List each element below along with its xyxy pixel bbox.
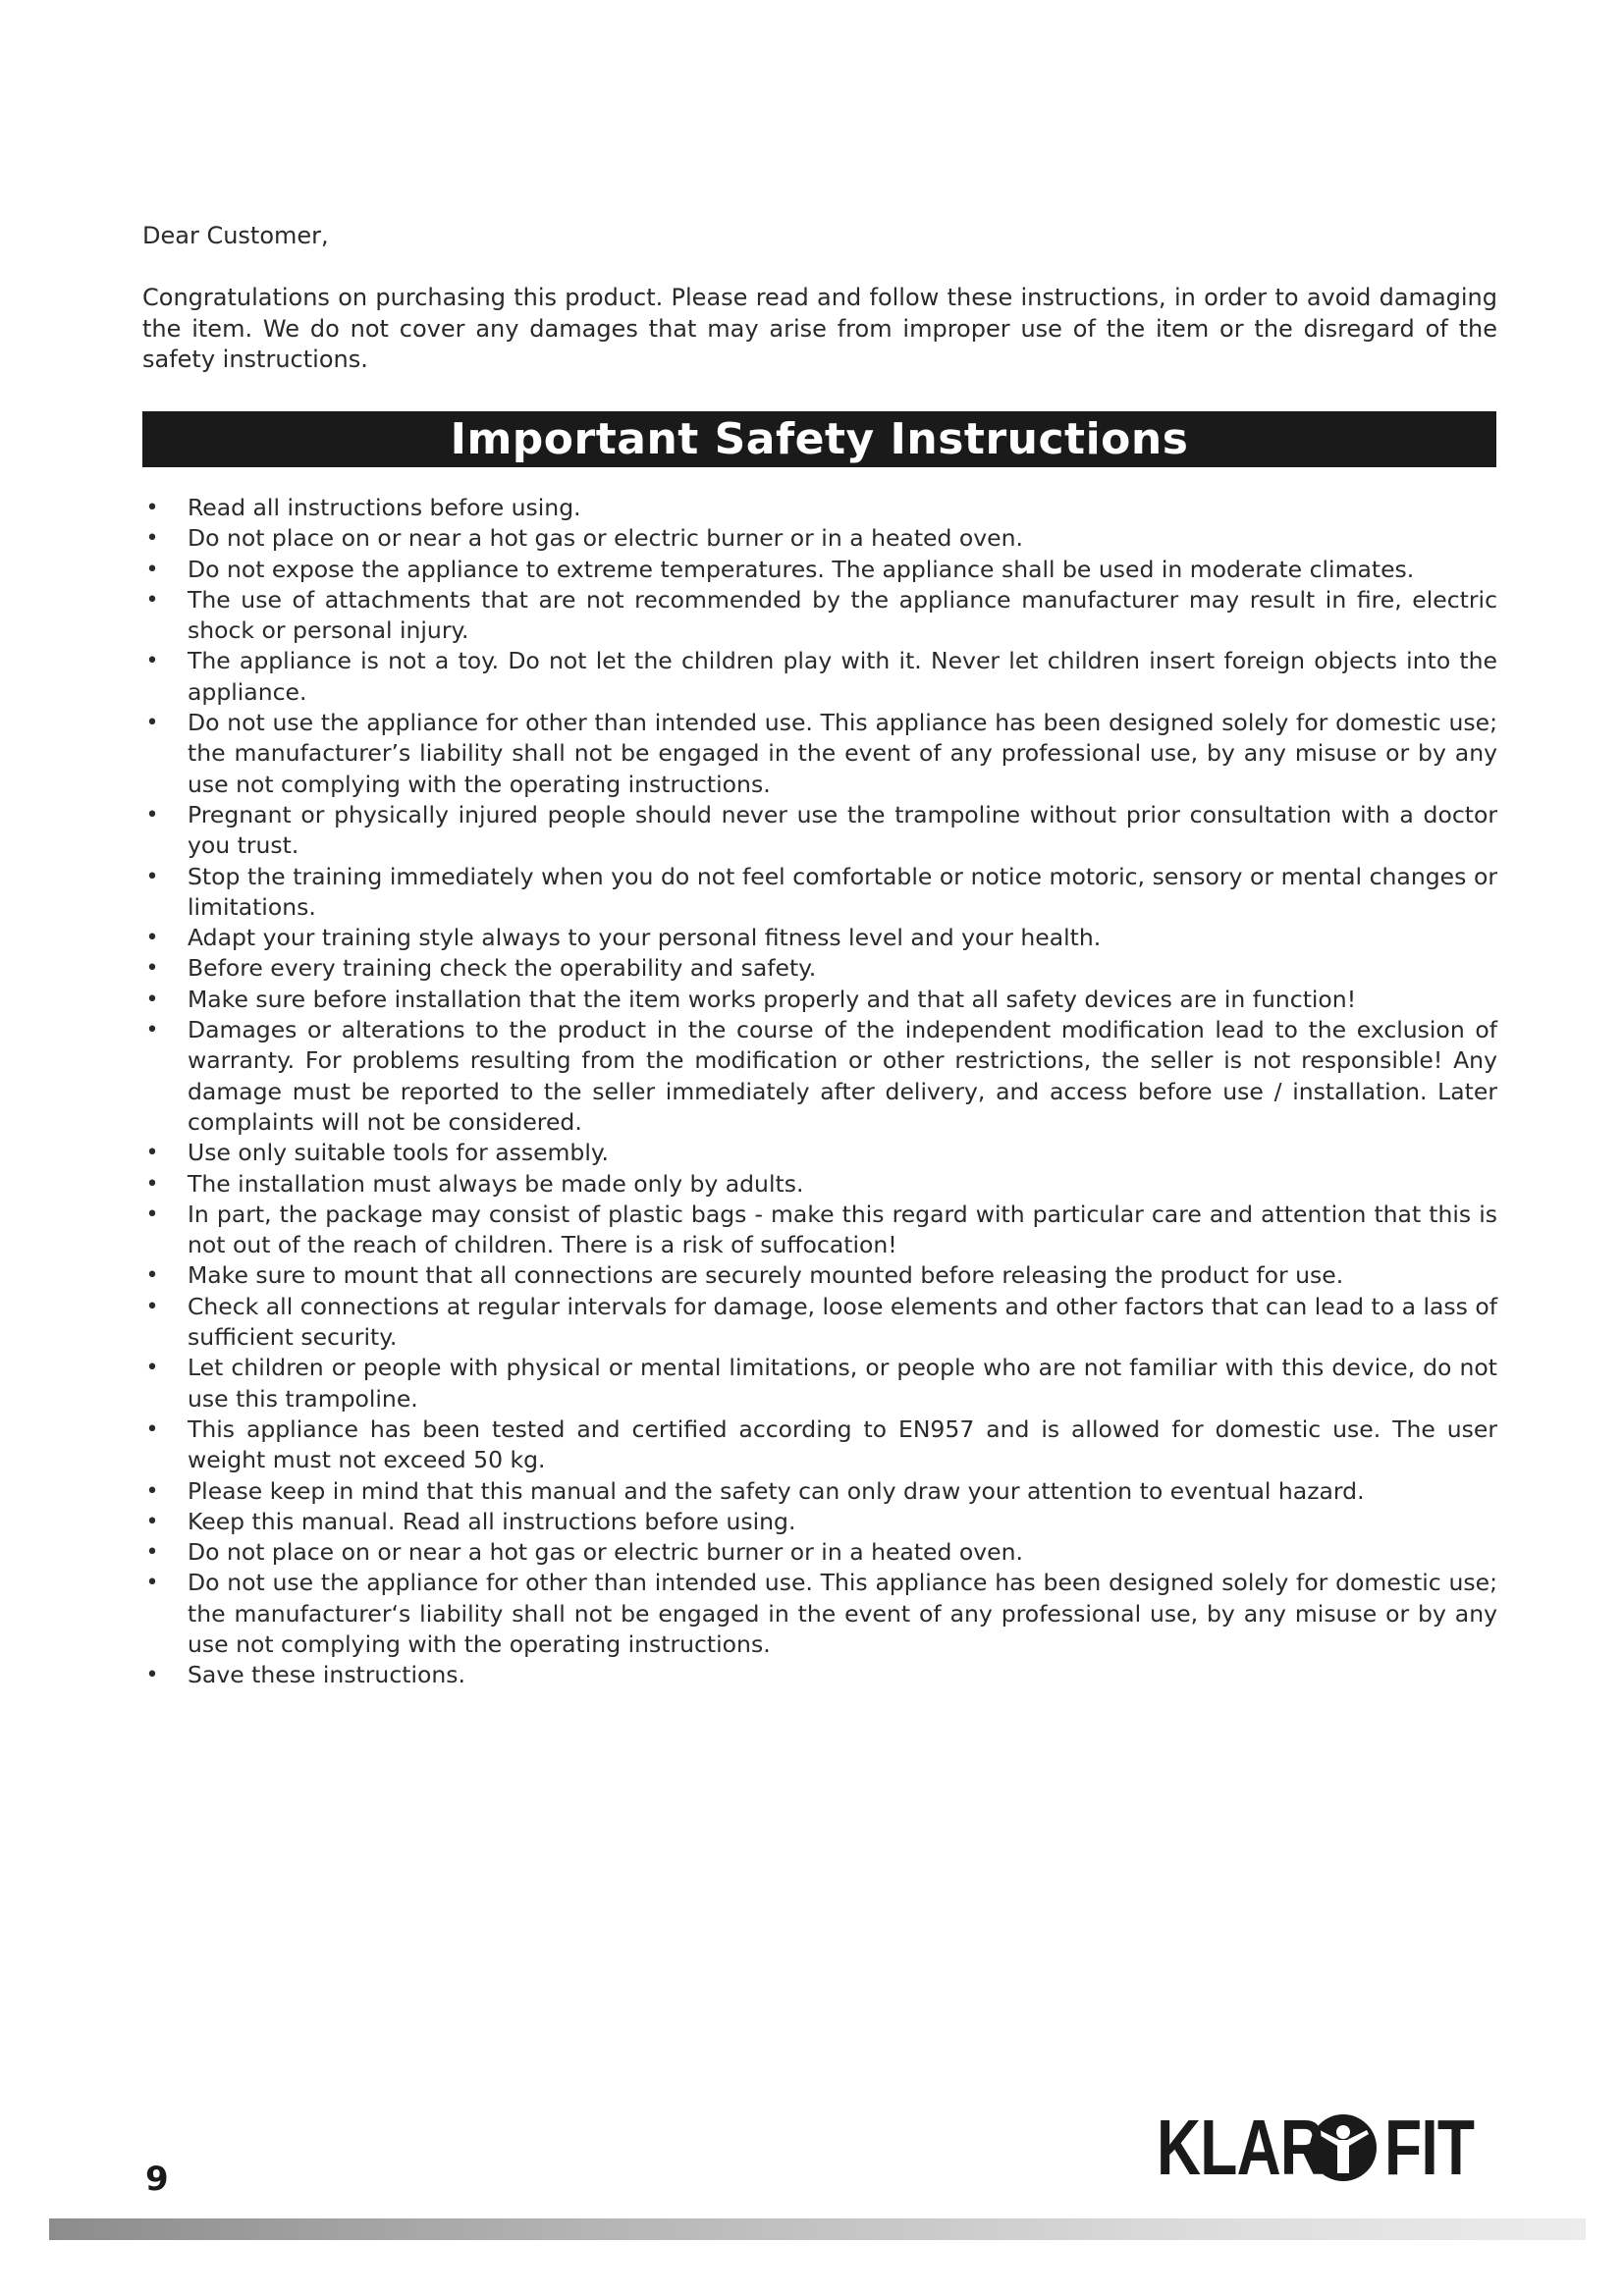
bullet-icon: • [145, 1171, 159, 1197]
intro-paragraph: Congratulations on purchasing this product. Please read and follow these instructions, in order to avoid damaging the item. We do not cover any damages that may arise from improper use of the item or the disregard of the safety instructions. [142, 284, 1497, 373]
brand-logo [1110, 2099, 1499, 2197]
safety-item-text: Do not use the appliance for other than intended use. This appliance has been designed solely for domestic use; the manufacturer’s liability shall not be engaged in the event of any professional use, by any misuse or by any use not complying with the operating instructions. [188, 709, 1497, 798]
safety-list-item [142, 1415, 1497, 1476]
safety-list-item [142, 555, 1497, 585]
safety-list-item [142, 862, 1497, 924]
bullet-icon: • [145, 1294, 159, 1319]
safety-list-item [142, 1568, 1497, 1660]
safety-list-item [142, 953, 1497, 984]
safety-list-item [142, 1169, 1497, 1200]
bullet-icon: • [145, 1018, 159, 1043]
safety-list-item [142, 1476, 1497, 1507]
safety-list-item [142, 646, 1497, 708]
safety-item-text: This appliance has been tested and certified according to EN957 and is allowed for domestic use. The user weight must not exceed 50 kg. [188, 1415, 1497, 1474]
safety-item-text: Use only suitable tools for assembly. [188, 1139, 609, 1167]
greeting: Dear Customer, [142, 222, 329, 249]
safety-item-text: The appliance is not a toy. Do not let the children play with it. Never let children insert foreign objects into the appliance. [188, 647, 1497, 706]
bullet-icon: • [145, 926, 159, 951]
safety-list-item [142, 1660, 1497, 1690]
bullet-icon: • [145, 1509, 159, 1534]
logo-text-klar: KLAR [1157, 2104, 1325, 2191]
banner-title: Important Safety Instructions [450, 414, 1189, 464]
bullet-icon: • [145, 1571, 159, 1596]
safety-list-item [142, 1200, 1497, 1261]
safety-list-item [142, 1138, 1497, 1168]
safety-item-text: Adapt your training style always to your personal fitness level and your health. [188, 924, 1102, 952]
safety-instructions-list [142, 493, 1497, 1691]
safety-banner [142, 411, 1496, 467]
safety-list-item [142, 493, 1497, 523]
safety-list-item [142, 1015, 1497, 1138]
bullet-icon: • [145, 1141, 159, 1166]
safety-item-text: Make sure to mount that all connections are securely mounted before releasing the product for use. [188, 1261, 1344, 1290]
safety-item-text: Do not expose the appliance to extreme temperatures. The appliance shall be used in moderate climates. [188, 555, 1415, 583]
safety-item-text: Save these instructions. [188, 1661, 465, 1689]
page-number: 9 [145, 2160, 169, 2199]
safety-item-text: Damages or alterations to the product in the course of the independent modification lead to the exclusion of warranty. For problems resulting from the modification or other restrictions, the seller is not responsible! Any damage must be reported to the seller immediately after delivery, and access before use / installation. Later complaints will not be considered. [188, 1016, 1497, 1136]
safety-item-text: Stop the training immediately when you do not feel comfortable or notice motoric, sensory or mental changes or limitations. [188, 862, 1497, 921]
bullet-icon: • [145, 1478, 159, 1504]
bullet-icon: • [145, 1663, 159, 1688]
safety-list-item [142, 1353, 1497, 1415]
bullet-icon: • [145, 711, 159, 736]
bullet-icon: • [145, 557, 159, 582]
safety-list-item [142, 585, 1497, 647]
bullet-icon: • [145, 864, 159, 889]
safety-list-item [142, 708, 1497, 800]
bullet-icon: • [145, 1263, 159, 1289]
logo-text-fit: FIT [1384, 2104, 1475, 2191]
safety-list-item [142, 1292, 1497, 1354]
safety-item-text: Keep this manual. Read all instructions before using. [188, 1507, 796, 1535]
safety-list-item [142, 1537, 1497, 1568]
safety-item-text: Please keep in mind that this manual and the safety can only draw your attention to eventual hazard. [188, 1476, 1365, 1505]
safety-item-text: Do not place on or near a hot gas or electric burner or in a heated oven. [188, 1538, 1023, 1567]
safety-item-text: Do not place on or near a hot gas or electric burner or in a heated oven. [188, 524, 1023, 553]
safety-list-item [142, 523, 1497, 554]
safety-item-text: The use of attachments that are not recommended by the appliance manufacturer may result in fire, electric shock or personal injury. [188, 585, 1497, 645]
bullet-icon: • [145, 956, 159, 982]
safety-list-item [142, 985, 1497, 1015]
bullet-icon: • [145, 1540, 159, 1566]
safety-item-text: Before every training check the operability and safety. [188, 954, 817, 983]
safety-list-item [142, 1260, 1497, 1291]
safety-item-text: Pregnant or physically injured people should never use the trampoline without prior consultation with a doctor you trust. [188, 800, 1497, 860]
bullet-icon: • [145, 496, 159, 520]
bullet-icon: • [145, 1416, 159, 1442]
bullet-icon: • [145, 1356, 159, 1381]
safety-list-item [142, 923, 1497, 953]
bullet-icon: • [145, 649, 159, 674]
bullet-icon: • [145, 987, 159, 1012]
safety-item-text: The installation must always be made only by adults. [188, 1169, 804, 1198]
safety-item-text: Check all connections at regular intervals for damage, loose elements and other factors that can lead to a lass of sufficient security. [188, 1292, 1497, 1352]
safety-item-text: In part, the package may consist of plastic bags - make this regard with particular care and attention that this is not out of the reach of children. There is a risk of suffocation! [188, 1200, 1497, 1259]
footer-gradient-bar [49, 2218, 1586, 2240]
safety-list-item [142, 1507, 1497, 1537]
bullet-icon: • [145, 587, 159, 613]
safety-item-text: Read all instructions before using. [188, 494, 581, 521]
safety-item-text: Do not use the appliance for other than intended use. This appliance has been designed solely for domestic use; the manufacturer‘s liability shall not be engaged in the event of any professional use, by any misuse or by any use not complying with the operating instructions. [188, 1569, 1497, 1658]
bullet-icon: • [145, 802, 159, 828]
safety-list-item [142, 800, 1497, 862]
bullet-icon: • [145, 526, 159, 552]
bullet-icon: • [145, 1201, 159, 1227]
safety-item-text: Let children or people with physical or mental limitations, or people who are not familiar with this device, do not use this trampoline. [188, 1354, 1497, 1413]
safety-item-text: Make sure before installation that the item works properly and that all safety devices are in function! [188, 985, 1357, 1013]
